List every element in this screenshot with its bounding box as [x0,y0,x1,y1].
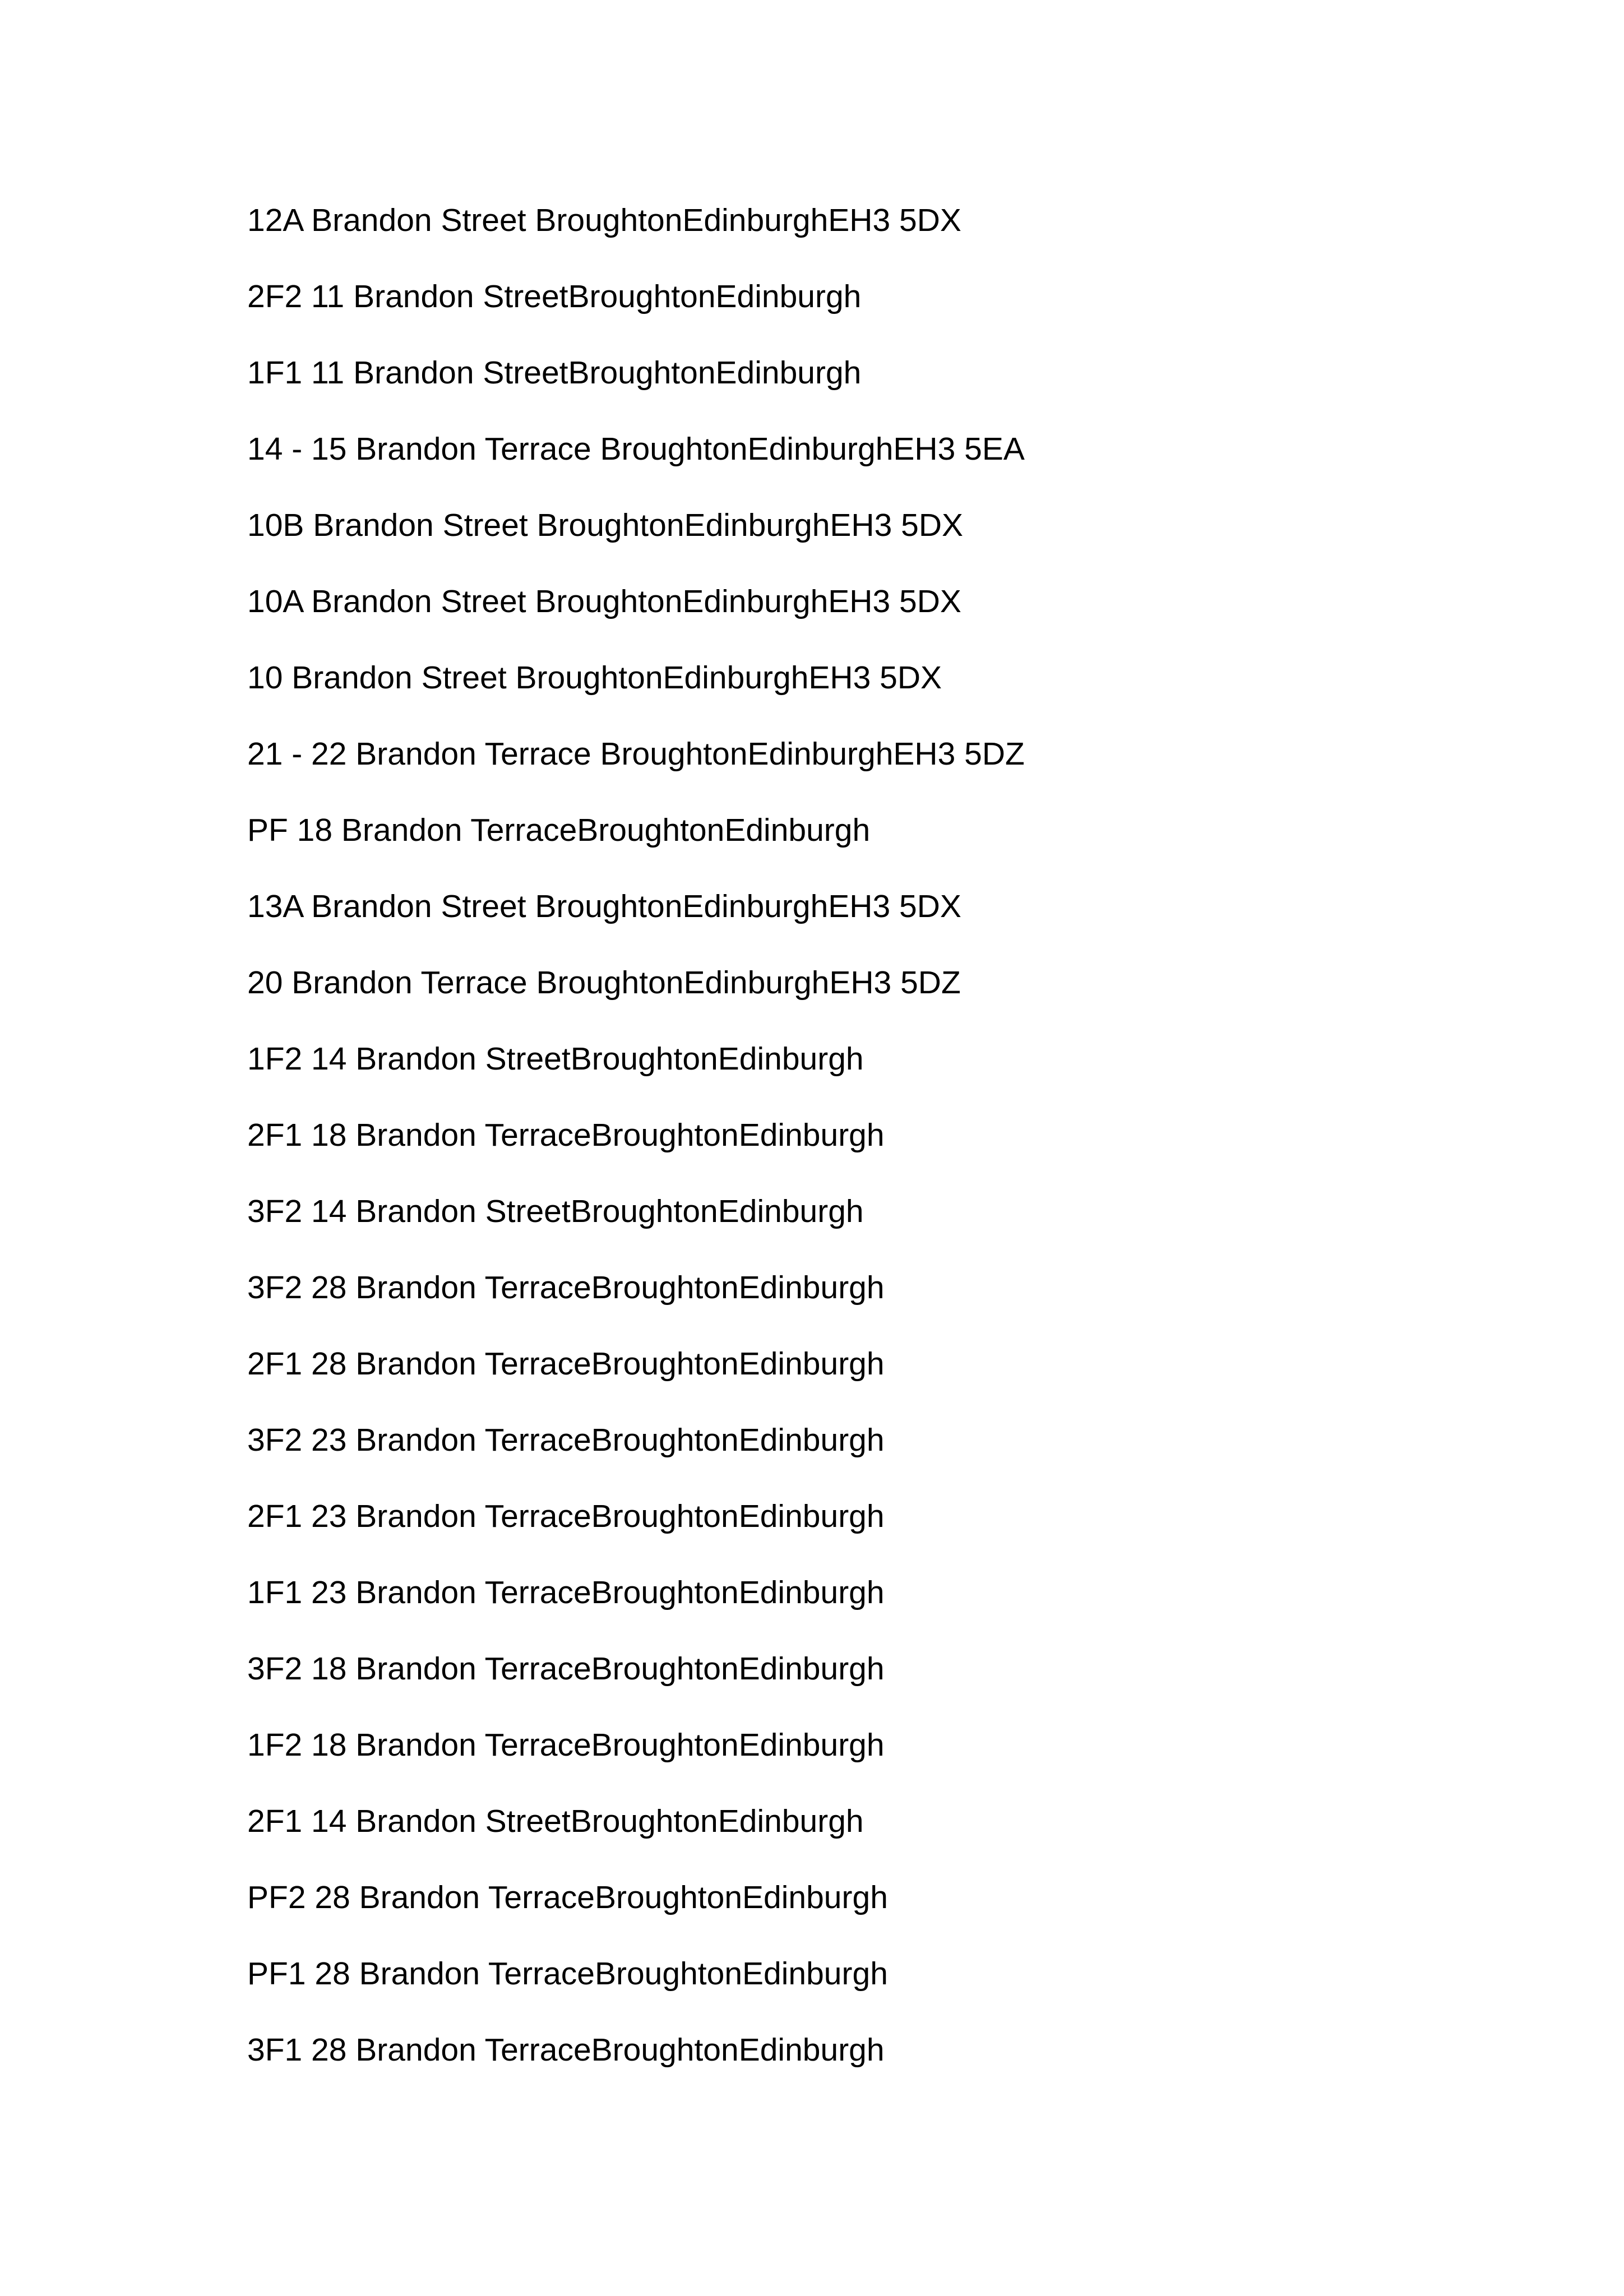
address-line: 13A Brandon Street BroughtonEdinburghEH3 5DX [247,888,961,924]
address-line: 3F2 23 Brandon TerraceBroughtonEdinburgh [247,1422,885,1458]
address-line: 2F1 23 Brandon TerraceBroughtonEdinburgh [247,1498,885,1534]
address-list [247,182,1025,2088]
address-line: 1F2 18 Brandon TerraceBroughtonEdinburgh [247,1727,885,1763]
address-line: 21 - 22 Brandon Terrace BroughtonEdinburghEH3 5DZ [247,736,1025,772]
address-line: 3F2 28 Brandon TerraceBroughtonEdinburgh [247,1270,885,1306]
address-line: 3F1 28 Brandon TerraceBroughtonEdinburgh [247,2032,885,2068]
address-line: 12A Brandon Street BroughtonEdinburghEH3 5DX [247,202,961,238]
address-line: 1F2 14 Brandon StreetBroughtonEdinburgh [247,1041,864,1077]
address-line: 3F2 18 Brandon TerraceBroughtonEdinburgh [247,1651,885,1687]
address-line: 2F2 11 Brandon StreetBroughtonEdinburgh [247,279,862,314]
address-line: 10A Brandon Street BroughtonEdinburghEH3 5DX [247,584,961,619]
address-line: 2F1 14 Brandon StreetBroughtonEdinburgh [247,1803,864,1839]
address-line: 10B Brandon Street BroughtonEdinburghEH3 5DX [247,507,964,543]
address-line: 2F1 28 Brandon TerraceBroughtonEdinburgh [247,1346,885,1382]
address-line: 20 Brandon Terrace BroughtonEdinburghEH3 5DZ [247,965,961,1001]
address-line: PF1 28 Brandon TerraceBroughtonEdinburgh [247,1956,888,1992]
address-line: 14 - 15 Brandon Terrace BroughtonEdinburghEH3 5EA [247,431,1025,467]
address-line: 10 Brandon Street BroughtonEdinburghEH3 5DX [247,660,942,696]
address-line: 3F2 14 Brandon StreetBroughtonEdinburgh [247,1193,864,1229]
address-line: PF2 28 Brandon TerraceBroughtonEdinburgh [247,1880,888,1915]
address-line: 2F1 18 Brandon TerraceBroughtonEdinburgh [247,1117,885,1153]
address-line: 1F1 11 Brandon StreetBroughtonEdinburgh [247,355,862,391]
address-line: PF 18 Brandon TerraceBroughtonEdinburgh [247,812,871,848]
address-line: 1F1 23 Brandon TerraceBroughtonEdinburgh [247,1575,885,1610]
